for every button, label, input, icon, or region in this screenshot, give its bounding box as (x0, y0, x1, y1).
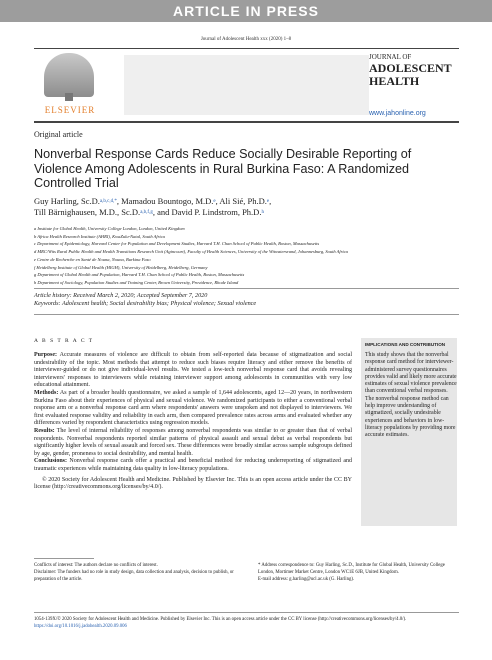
implications-box (361, 338, 457, 526)
affiliation-item: f Heidelberg Institute of Global Health (HIGH), University of Heidelberg, Heidelberg, Germany (34, 264, 208, 270)
conflicts-note: Conflicts of interest: The authors declare no conflicts of interest. (34, 563, 158, 568)
article-type: Original article (34, 130, 83, 139)
abstract-methods: Methods: As part of a broader health questionnaire, we asked a sample of 1,644 adolescents, aged 12—20 years, in northwestern Burkina Faso about their experiences of physical and sexual violence. We randomized participants to either a conventional verbal response arm or a nonverbal response card arm where respondents' answers were unspoken and not displayed to interviewers. We first evaluated response validity and reliability in each arm, then compared prevalence rates across arms and evaluated whether any differences varied by respondent characteristics using regression models. (34, 389, 352, 427)
implications-text: This study shows that the nonverbal response card method for interviewer-administered survey questionnaires provides valid and likely more accurate estimates of sexual violence prevalence than conventional verbal responses. The nonverbal response method can help improve understanding of stigmatized, socially undesirable experiences and behaviors in low-literacy populations by providing more accurate estimates. (365, 352, 457, 439)
abstract-purpose: Purpose: Accurate measures of violence are difficult to obtain from self-reported data because of stigmatization and social undesirability of the topic. Most methods that attempt to reduce such biases require literacy and either remove the benefits of interviewer-guided or do not give individual-level results. We tested a low-tech nonverbal response card that avoids revealing interviewers' responses to interviewers while retaining interviewer support among adolescents in communities with very low educational attainment. (34, 352, 353, 389)
implications-heading: IMPLICATIONS AND CONTRIBUTION (365, 342, 446, 347)
keywords: Keywords: Adolescent health; Social desirability bias; Physical violence; Sexual violence (34, 300, 257, 307)
affiliation-item: d MRC/Wits Rural Public Health and Health Transitions Research Unit (Agincourt), Faculty of Health Sciences, University of the Witwatersrand, Johannesburg, South Africa (34, 249, 348, 255)
footnotes-right (258, 563, 458, 583)
disclaimer-note: Disclaimer: The funders had no role in study design, data collection and analysis, decision to publish, or preparation of the article. (34, 569, 234, 582)
author[interactable]: Mamadou Bountogo, M.D. (121, 196, 214, 206)
abstract-results: Results: The level of internal reliability of responses among nonverbal respondents was similar to or greater than that of verbal respondents. Nonverbal respondents reported similar patterns of physical assault and sexual debut as verbal respondents but significantly higher levels of sexual assault and forced sex. These differences were broadly similar across sample subgroups defined by age, gender, proneness to social desirability, and mental health. (34, 427, 352, 457)
article-in-press-banner: ARTICLE IN PRESS (0, 0, 492, 22)
affiliation-item: a Institute for Global Health, University College London, London, United Kingdom (34, 226, 185, 231)
article-title: Nonverbal Response Cards Reduce Socially Desirable Reporting of Violence Among Adolescents in Rural Burkina Faso: A Randomized Controlled Trial (34, 147, 412, 190)
journal-header (34, 48, 459, 123)
correspondence-note: * Address correspondence to: Guy Harling, Sc.D., Institute for Global Health, University College London, Mortimer Market Centre, London WC1E 6JB, United Kingdom. (258, 563, 445, 575)
author[interactable]: Till Bärnighausen, M.D., Sc.D. (34, 207, 141, 217)
affiliation-item: b Africa Health Research Institute (AHRI), KwaZulu-Natal, South Africa (34, 233, 165, 239)
author[interactable]: David P. Lindstrom, Ph.D. (171, 207, 262, 217)
author-affiliation-marker[interactable]: e (266, 199, 270, 204)
issn-line: 1054-139X/© 2020 Society for Adolescent Health and Medicine. Published by Elsevier Inc. This is an open access article under the CC BY license (http://creativecommons.org/licenses/by/4.0/). https://doi.org/10.1016/j.jadohealth.2020.09.006 (34, 617, 459, 631)
affiliation-item: c Department of Epidemiology, Harvard Center for Population and Development Studies, Harvard T.H. Chan School of Public Health, Boston, Massachusetts (34, 241, 320, 247)
article-history: Article history: Received March 2, 2020; Accepted September 7, 2020 Keywords: Adolescent health; Social desirability bias; Physical violence; Sexual violence (34, 292, 459, 308)
affiliation-item: h Department of Sociology, Population Studies and Training Center, Brown University, Providence, Rhode Island (34, 279, 239, 285)
affiliation-item: e Centre de Recherche en Santé de Nouna, Nouna, Burkina Faso (34, 256, 151, 262)
tree-icon (44, 53, 94, 97)
divider (34, 314, 459, 315)
author-list: Guy Harling, Sc.D.$^{a,b,c,d,*}$, Mamadou Bountogo, M.D.$^e$, Ali Sié, Ph.D.$^e$, Till Bärnighausen, M.D., Sc.D.$^{a,b,f,g}$, and David P. Lindstrom, Ph.D.$^h$ (34, 196, 272, 217)
author[interactable]: Guy Harling, Sc.D. (34, 196, 100, 206)
publisher-name: ELSEVIER (44, 105, 96, 115)
journal-contents-box (124, 55, 369, 115)
copyright-notice: © 2020 Society for Adolescent Health and Medicine. Published by Elsevier Inc. This is an open access article under the CC BY license (http://creativecommons.org/licenses/by/4.0/). (34, 476, 352, 491)
author-affiliation-marker[interactable]: e (213, 199, 216, 204)
journal-name: JOURNAL OF ADOLESCENT HEALTH (369, 53, 452, 88)
footnotes-left (34, 563, 250, 583)
journal-url-link[interactable]: www.jahonline.org (369, 110, 426, 117)
author-affiliation-marker[interactable]: a,b,c,d,* (99, 199, 117, 204)
abstract-heading: A B S T R A C T (34, 338, 94, 344)
footnote-divider (34, 558, 94, 559)
author[interactable]: Ali Sié, Ph.D. (219, 196, 267, 206)
affiliations (34, 225, 459, 287)
author-affiliation-marker[interactable]: h (261, 210, 264, 215)
elsevier-logo[interactable] (34, 49, 106, 119)
divider (34, 288, 459, 289)
divider (34, 612, 459, 613)
abstract-conclusions: Conclusions: Nonverbal response cards offer a practical and beneficial method for reducing underreporting of stigmatized and traumatic experiences while maintaining data quality in low-literacy populations. (34, 458, 352, 472)
email-note[interactable]: E-mail address: g.harling@ucl.ac.uk (G. Harling). (258, 576, 355, 582)
abstract-body (34, 352, 352, 492)
citation-line: Journal of Adolescent Health xxx (2020) 1–8 (200, 37, 292, 42)
doi-link[interactable]: https://doi.org/10.1016/j.jadohealth.2020.09.006 (34, 623, 127, 629)
affiliation-item: g Department of Global Health and Population, Harvard T.H. Chan School of Public Health, Boston, Massachusetts (34, 272, 245, 278)
author-affiliation-marker[interactable]: a,b,f,g (140, 210, 153, 215)
